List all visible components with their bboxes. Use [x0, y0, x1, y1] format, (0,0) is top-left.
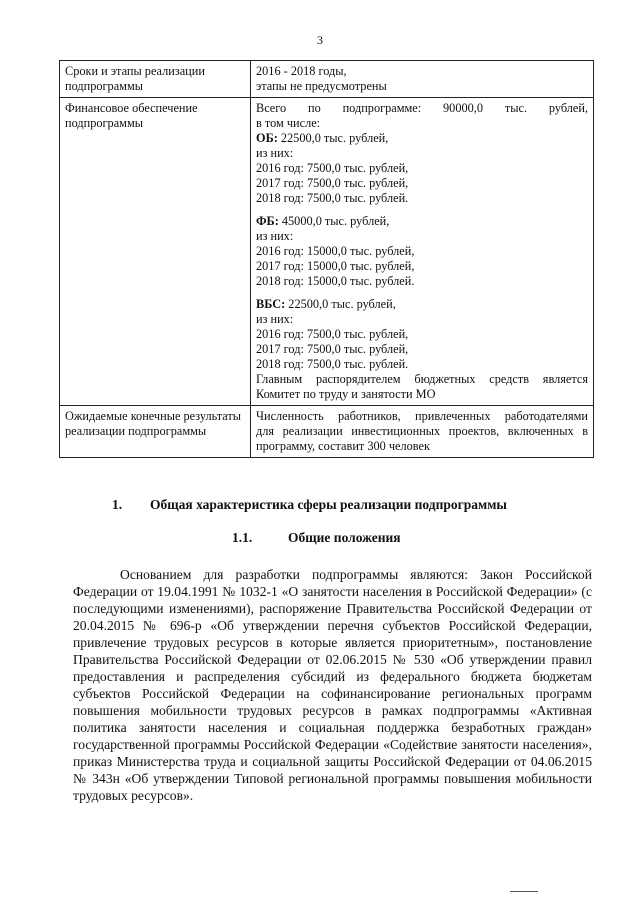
timeline-years: 2016 - 2018 годы,: [256, 64, 347, 78]
ob-year-2017: 2017 год: 7500,0 тыс. рублей,: [256, 176, 409, 190]
row-value-results: [251, 406, 594, 458]
row-label-results: Ожидаемые конечные результаты реализации подпрограммы: [60, 406, 251, 458]
results-line-2: для реализации инвестиционных проектов, включенных в: [256, 424, 588, 438]
table-row: [60, 98, 594, 406]
including-label: в том числе:: [256, 116, 321, 130]
section-title: Общая характеристика сферы реализации подпрограммы: [150, 497, 507, 512]
fb-amount-line: [256, 214, 588, 229]
row-value-financing: [251, 98, 594, 406]
total-amount: 90000,0: [443, 101, 483, 115]
section-number: 1.: [112, 497, 123, 512]
subsection-title: Общие положения: [288, 530, 401, 545]
fb-prefix: ФБ:: [256, 214, 279, 228]
results-line-1: Численность работников, привлеченных работодателями: [256, 409, 588, 423]
table-row: [60, 406, 594, 458]
timeline-stages: этапы не предусмотрены: [256, 79, 387, 93]
fb-year-2017: 2017 год: 15000,0 тыс. рублей,: [256, 259, 415, 273]
vbs-prefix: ВБС:: [256, 297, 286, 311]
total-financing-line: [256, 101, 588, 116]
fb-year-2016: 2016 год: 15000,0 тыс. рублей,: [256, 244, 415, 258]
total-word: рублей,: [548, 101, 589, 115]
ob-block: [256, 131, 588, 206]
fb-of-them: из них:: [256, 229, 294, 243]
ob-year-2018: 2018 год: 7500,0 тыс. рублей.: [256, 191, 409, 205]
budget-manager-line: Главным распорядителем бюджетных средств является: [256, 372, 588, 386]
page-number: 3: [317, 33, 323, 47]
ob-prefix: ОБ:: [256, 131, 278, 145]
fb-amount: 45000,0 тыс. рублей,: [278, 214, 390, 228]
fb-year-2018: 2018 год: 15000,0 тыс. рублей.: [256, 274, 415, 288]
subsection-number: 1.1.: [232, 530, 253, 545]
vbs-amount: 22500,0 тыс. рублей,: [285, 297, 396, 311]
total-word: подпрограмме:: [342, 101, 422, 115]
vbs-of-them: из них:: [256, 312, 294, 326]
vbs-amount-line: [256, 297, 588, 312]
vbs-block: [256, 297, 588, 372]
vbs-year-2017: 2017 год: 7500,0 тыс. рублей,: [256, 342, 409, 356]
vbs-year-2016: 2016 год: 7500,0 тыс. рублей,: [256, 327, 409, 341]
body-paragraph: [73, 566, 592, 804]
fb-block: [256, 214, 588, 289]
results-line-3: программу, составит 300 человек: [256, 439, 430, 453]
paragraph-text: Основанием для разработки подпрограммы являются: Закон Российской Федерации от 19.04.1991 № 1032-1 «О занятости населения в Российской Федерации» (с последующими изменениями), распоряжение Правительства Российской Федерации от 20.04.2015 № 696-р «Об утверждении перечня субъектов Российской Федерации, привлечение трудовых ресурсов в которые является приоритетным», постановление Правительства Российской Федерации от 02.06.2015 № 530 «Об утверждении правил предоставления и распределения субсидий из федерального бюджета бюджетам субъектов Российской Федерации на софинансирование региональных программ повышения мобильности трудовых ресурсов в рамках подпрограммы «Активная политика занятости населения и социальная поддержка безработных граждан» государственной программы Российской Федерации «Содействие занятости населения», приказ Министерства труда и социальной защиты Российской Федерации от 04.06.2015 № 343н «Об утверждении Типовой региональной программы повышения мобильности трудовых ресурсов».: [73, 567, 592, 803]
row-value-timeline: [251, 61, 594, 98]
table-row: [60, 61, 594, 98]
total-word: тыс.: [504, 101, 528, 115]
page-footer-mark: [510, 891, 538, 892]
total-word: Всего: [256, 101, 287, 115]
row-label-financing: Финансовое обеспечение подпрограммы: [60, 98, 251, 406]
subprogram-passport-table: [59, 60, 594, 458]
ob-amount-line: [256, 131, 588, 146]
budget-manager-name: Комитет по труду и занятости МО: [256, 387, 436, 401]
vbs-year-2018: 2018 год: 7500,0 тыс. рублей.: [256, 357, 409, 371]
ob-amount: 22500,0 тыс. рублей,: [277, 131, 389, 145]
total-word: по: [308, 101, 321, 115]
ob-of-them: из них:: [256, 146, 294, 160]
row-label-timeline: Сроки и этапы реализации подпрограммы: [60, 61, 251, 98]
ob-year-2016: 2016 год: 7500,0 тыс. рублей,: [256, 161, 409, 175]
